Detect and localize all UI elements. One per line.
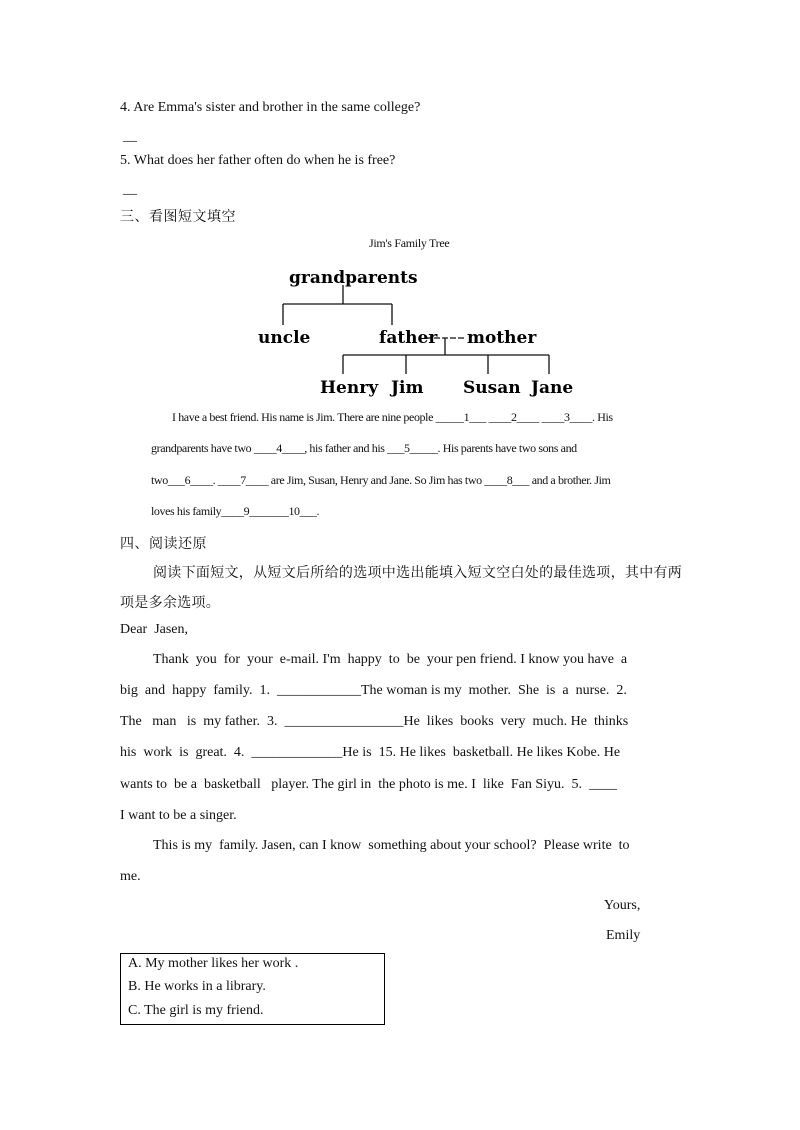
letter-line-3: The man is my father. 3. _________________He likes books very much. He thinks	[120, 714, 629, 729]
tree-title: Jim's Family Tree	[369, 236, 450, 250]
node-uncle: uncle	[258, 328, 311, 348]
section-3-heading: 三、看图短文填空	[120, 209, 236, 225]
cloze-line-3: two___6____. ____7____ are Jim, Susan, Henry and Jane. So Jim has two ____8___ and a brother. Jim	[151, 473, 611, 487]
answer-line-4: __	[123, 129, 137, 144]
letter-line-5: wants to be a basketball player. The girl in the photo is me. I like Fan Siyu. 5. ____	[120, 777, 618, 792]
family-tree-diagram	[0, 0, 800, 410]
node-henry: Henry	[320, 378, 379, 398]
letter-line-4: his work is great. 4. _____________He is 15. He likes basketball. He likes Kobe. He	[120, 745, 621, 760]
question-4: 4. Are Emma's sister and brother in the same college?	[120, 100, 421, 115]
node-jane: Jane	[531, 378, 574, 398]
cloze-line-2: grandparents have two ____4____, his father and his ___5_____. His parents have two sons and	[151, 441, 577, 455]
letter-line-7: This is my family. Jasen, can I know something about your school? Please write to	[153, 838, 630, 853]
cloze-line-1: I have a best friend. His name is Jim. There are nine people _____1___ ____2____ ____3____. His	[172, 410, 613, 424]
letter-closing: Yours,	[604, 898, 641, 913]
instruction-line-1: 阅读下面短文，从短文后所给的选项中选出能填入短文空白处的最佳选项，其中有两	[153, 565, 683, 581]
options-box	[120, 953, 385, 1025]
option-c: C. The girl is my friend.	[128, 1003, 264, 1018]
letter-line-8: me.	[120, 869, 141, 884]
answer-line-5: __	[123, 182, 137, 197]
instruction-line-2: 项是多余选项。	[120, 595, 221, 611]
letter-line-6: I want to be a singer.	[120, 808, 237, 823]
node-father: father	[379, 328, 438, 348]
node-mother: mother	[467, 328, 537, 348]
cloze-line-4: loves his family____9_______10___.	[151, 504, 320, 518]
node-susan: Susan	[463, 378, 521, 398]
option-b: B. He works in a library.	[128, 979, 266, 994]
option-a: A. My mother likes her work .	[128, 956, 299, 971]
letter-line-1: Thank you for your e-mail. I'm happy to be your pen friend. I know you have a	[153, 652, 628, 667]
node-jim: Jim	[391, 378, 424, 398]
section-4-heading: 四、阅读还原	[120, 536, 207, 552]
question-5: 5. What does her father often do when he is free?	[120, 153, 396, 168]
letter-line-2: big and happy family. 1. ____________The woman is my mother. She is a nurse. 2.	[120, 683, 627, 698]
letter-salutation: Dear Jasen,	[120, 622, 189, 637]
letter-signature: Emily	[606, 928, 641, 943]
node-grandparents: grandparents	[289, 268, 418, 288]
